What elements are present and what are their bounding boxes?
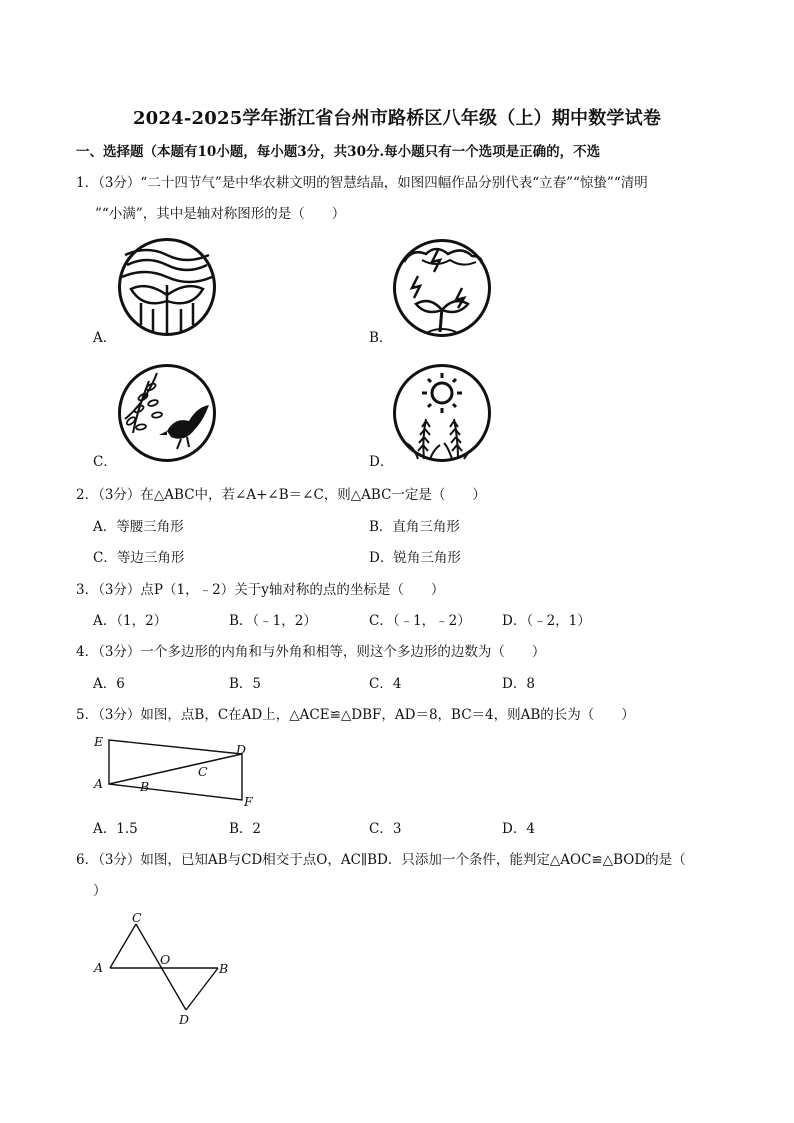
q2-option-c: C．等边三角形	[93, 550, 185, 566]
q3-option-b: B．（﹣1，2）	[229, 613, 317, 629]
q2-option-a: A．等腰三角形	[93, 519, 184, 535]
q1-figure-c-qingming	[117, 363, 217, 463]
q6-stem-line2: ）	[93, 883, 107, 899]
q3-option-a: A．（1，2）	[93, 613, 168, 629]
q5-figure	[90, 730, 270, 810]
q1-figure-b-jingzhe	[392, 238, 492, 338]
q3-stem: 3．（3分）点P（1，﹣2）关于y轴对称的点的坐标是（ ）	[76, 582, 445, 598]
section-heading: 一、选择题（本题有10小题，每小题3分，共30分.每小题只有一个选项是正确的，不选	[76, 144, 601, 160]
q1-option-d: D．	[369, 454, 394, 470]
q5-stem: 5．（3分）如图，点B，C在AD上，△ACE≌△DBF，AD＝8，BC＝4，则AB的长为（ ）	[76, 707, 635, 723]
q1-figure-d-xiaoman	[392, 363, 492, 463]
q5-option-c: C．3	[369, 821, 402, 837]
q1-option-a: A．	[93, 330, 117, 346]
q3-option-c: C．（﹣1，﹣2）	[369, 613, 471, 629]
q6-point-a: A	[94, 960, 104, 975]
q5-point-e: E	[94, 734, 104, 749]
q5-option-a: A．1.5	[93, 821, 138, 837]
q3-option-d: D．（﹣2，1）	[502, 613, 591, 629]
q6-point-c: C	[132, 910, 142, 925]
q5-point-c: C	[198, 764, 208, 779]
q4-option-a: A．6	[93, 676, 125, 692]
q1-stem-line1: 1．（3分）“二十四节气”是中华农耕文明的智慧结晶，如图四幅作品分别代表“立春”“惊蛰”“清明	[76, 175, 648, 191]
q6-figure	[90, 906, 240, 1030]
q4-option-b: B．5	[229, 676, 262, 692]
q5-option-d: D．4	[502, 821, 535, 837]
page-title: 2024-2025学年浙江省台州市路桥区八年级（上）期中数学试卷	[132, 108, 662, 129]
q5-point-d: D	[236, 742, 247, 757]
q5-point-b: B	[140, 779, 150, 794]
q1-figure-a-lichun	[117, 237, 217, 337]
q6-point-b: B	[219, 961, 229, 976]
q4-option-d: D．8	[502, 676, 535, 692]
q5-point-f: F	[244, 794, 253, 809]
q6-point-o: O	[160, 952, 171, 967]
q4-option-c: C．4	[369, 676, 402, 692]
q2-stem: 2．（3分）在△ABC中，若∠A+∠B＝∠C，则△ABC一定是（ ）	[76, 487, 486, 503]
q6-stem-line1: 6．（3分）如图，已知AB与CD相交于点O，AC∥BD．只添加一个条件，能判定△AOC≌△BOD的是（	[76, 852, 686, 868]
q5-point-a: A	[94, 776, 104, 791]
q1-option-b: B．	[369, 330, 393, 346]
q2-option-d: D．锐角三角形	[369, 550, 461, 566]
q4-stem: 4．（3分）一个多边形的内角和与外角和相等，则这个多边形的边数为（ ）	[76, 644, 546, 660]
q1-option-c: C．	[93, 454, 117, 470]
q6-point-d: D	[179, 1012, 190, 1027]
q1-stem-line2: ”“小满”，其中是轴对称图形的是（ ）	[95, 206, 346, 222]
q5-option-b: B．2	[229, 821, 262, 837]
q2-option-b: B．直角三角形	[369, 519, 460, 535]
